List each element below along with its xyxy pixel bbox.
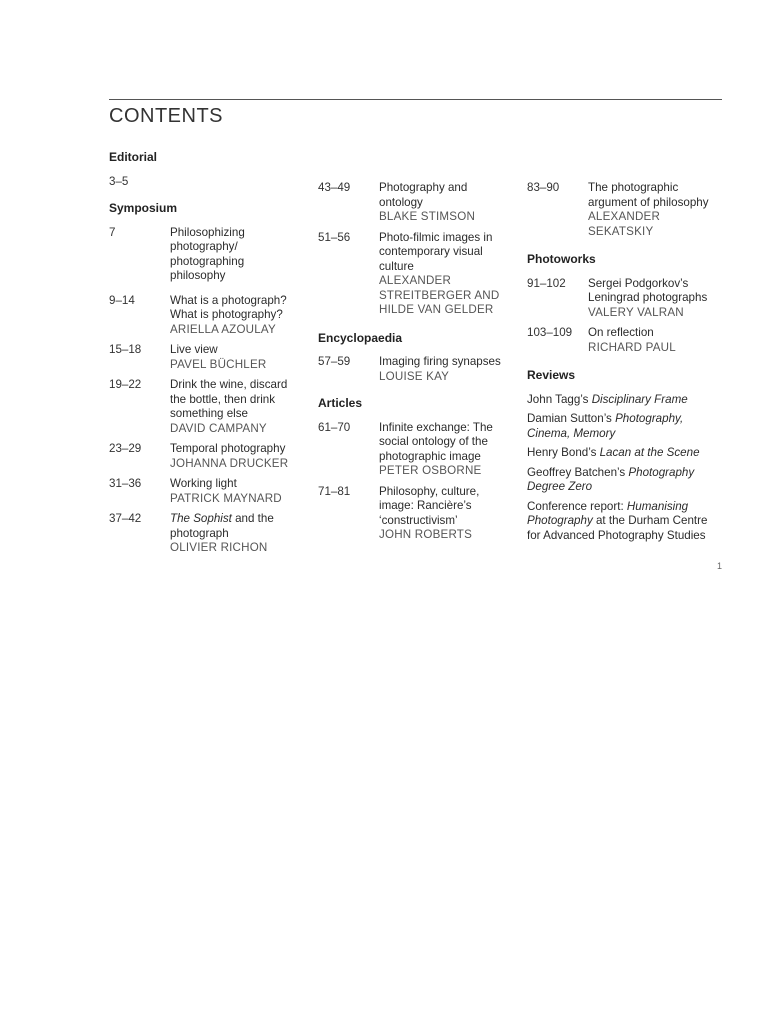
entry-author: PETER OSBORNE [379, 464, 482, 477]
entry-title: Photography and ontology [379, 181, 468, 209]
entry-pages: 23–29 [109, 442, 142, 455]
page-number: 1 [717, 561, 723, 571]
toc-entry[interactable] [318, 231, 510, 318]
entry-pages: 103–109 [527, 326, 573, 339]
page-title: CONTENTS [109, 105, 223, 127]
toc-entry[interactable] [318, 421, 510, 479]
toc-entry[interactable] [318, 485, 510, 543]
review-title: Photography Degree Zero [527, 465, 695, 493]
contents-column-3 [527, 181, 722, 548]
section-heading-articles: Articles [318, 396, 363, 410]
entry-pages: 3–5 [109, 174, 129, 188]
entry-pages: 61–70 [318, 420, 351, 434]
entry-author: RICHARD PAUL [588, 340, 676, 354]
entry-title: Sergei Podgorkov’s Leningrad photographs [588, 276, 708, 304]
review-author: Damian Sutton’s [527, 412, 616, 425]
toc-entry[interactable] [318, 355, 510, 384]
toc-entry[interactable] [109, 343, 294, 372]
entry-title: Imaging firing synapses [379, 355, 501, 368]
toc-entry[interactable] [109, 477, 294, 506]
entry-pages: 57–59 [318, 355, 351, 368]
entry-author: JOHANNA DRUCKER [170, 456, 289, 470]
toc-entry-editorial[interactable] [109, 175, 294, 190]
toc-entry[interactable] [109, 294, 294, 338]
entry-author: JOHN ROBERTS [379, 528, 473, 541]
entry-author: LOUISE KAY [379, 369, 450, 383]
review-title: Disciplinary Frame [591, 392, 688, 406]
review-entry[interactable] [527, 500, 722, 544]
contents-column-2 [318, 181, 510, 549]
entry-author: PAVEL BÜCHLER [170, 357, 267, 371]
entry-author: DAVID CAMPANY [170, 421, 267, 435]
entry-author: ARIELLA AZOULAY [170, 322, 276, 336]
toc-entry[interactable] [109, 378, 294, 436]
top-rule [109, 99, 722, 100]
toc-entry[interactable] [318, 181, 510, 225]
toc-entry[interactable] [109, 442, 294, 471]
entry-pages: 37–42 [109, 512, 142, 525]
entry-pages: 83–90 [527, 181, 560, 194]
entry-pages: 31–36 [109, 477, 142, 490]
review-author: Henry Bond’s [527, 446, 600, 459]
entry-title: Working light [170, 477, 237, 490]
entry-author: VALERY VALRAN [588, 305, 684, 319]
toc-entry[interactable] [527, 181, 722, 239]
entry-author: ALEXANDER STREITBERGER AND HILDE VAN GELDER [379, 274, 500, 316]
toc-entry[interactable] [109, 226, 294, 284]
entry-author: ALEXANDER SEKATSKIY [588, 210, 661, 238]
review-suffix: at the Durham Centre for Advanced Photography Studies [527, 514, 708, 542]
entry-title: On reflection [588, 326, 654, 339]
review-author: John Tagg’s [527, 392, 592, 406]
entry-title: Philosophy, culture, image: Rancière’s ‘constructivism’ [379, 484, 480, 527]
review-entry[interactable] [527, 446, 722, 461]
entry-pages: 91–102 [527, 276, 566, 290]
entry-title-rest: and the photograph [170, 512, 274, 540]
section-heading-symposium: Symposium [109, 201, 178, 215]
review-entry[interactable] [527, 393, 722, 408]
entry-title: The photographic argument of philosophy [588, 181, 709, 209]
review-author: Conference report: [527, 499, 627, 513]
review-title: Humanising Photography [527, 499, 689, 527]
review-author: Geoffrey Batchen’s [527, 465, 629, 479]
entry-title: What is a photograph? What is photography? [170, 293, 287, 321]
section-heading-editorial: Editorial [109, 150, 158, 164]
toc-entry[interactable] [527, 326, 722, 355]
entry-title: Philosophizing photography/ photographing philosophy [170, 225, 245, 282]
entry-title: Photo-filmic images in contemporary visual culture [379, 230, 493, 273]
entry-pages: 71–81 [318, 484, 351, 498]
entry-author: PATRICK MAYNARD [170, 491, 282, 505]
entry-title: Drink the wine, discard the bottle, then drink something else [170, 378, 288, 420]
entry-title-italic: The Sophist [170, 512, 232, 525]
entry-pages: 43–49 [318, 181, 351, 194]
entry-pages: 7 [109, 225, 116, 239]
entry-author: OLIVIER RICHON [170, 541, 268, 554]
entry-title [170, 512, 294, 541]
entry-author: BLAKE STIMSON [379, 210, 476, 223]
entry-pages: 19–22 [109, 378, 142, 391]
toc-entry[interactable] [109, 512, 294, 556]
entry-title: Temporal photography [170, 442, 286, 455]
contents-column-1 [109, 150, 294, 562]
section-heading-encyclopaedia: Encyclopaedia [318, 330, 403, 345]
review-title: Photography, Cinema, Memory [527, 412, 684, 440]
entry-pages: 9–14 [109, 293, 135, 307]
entry-title: Infinite exchange: The social ontology of the photographic image [379, 420, 493, 463]
review-entry[interactable] [527, 466, 722, 495]
section-heading-reviews: Reviews [527, 368, 576, 382]
review-title: Lacan at the Scene [599, 446, 700, 459]
review-entry[interactable] [527, 412, 722, 441]
entry-pages: 51–56 [318, 230, 351, 244]
entry-pages: 15–18 [109, 343, 142, 356]
section-heading-photoworks: Photoworks [527, 252, 596, 266]
toc-entry[interactable] [527, 277, 722, 321]
entry-title: Live view [170, 343, 218, 356]
